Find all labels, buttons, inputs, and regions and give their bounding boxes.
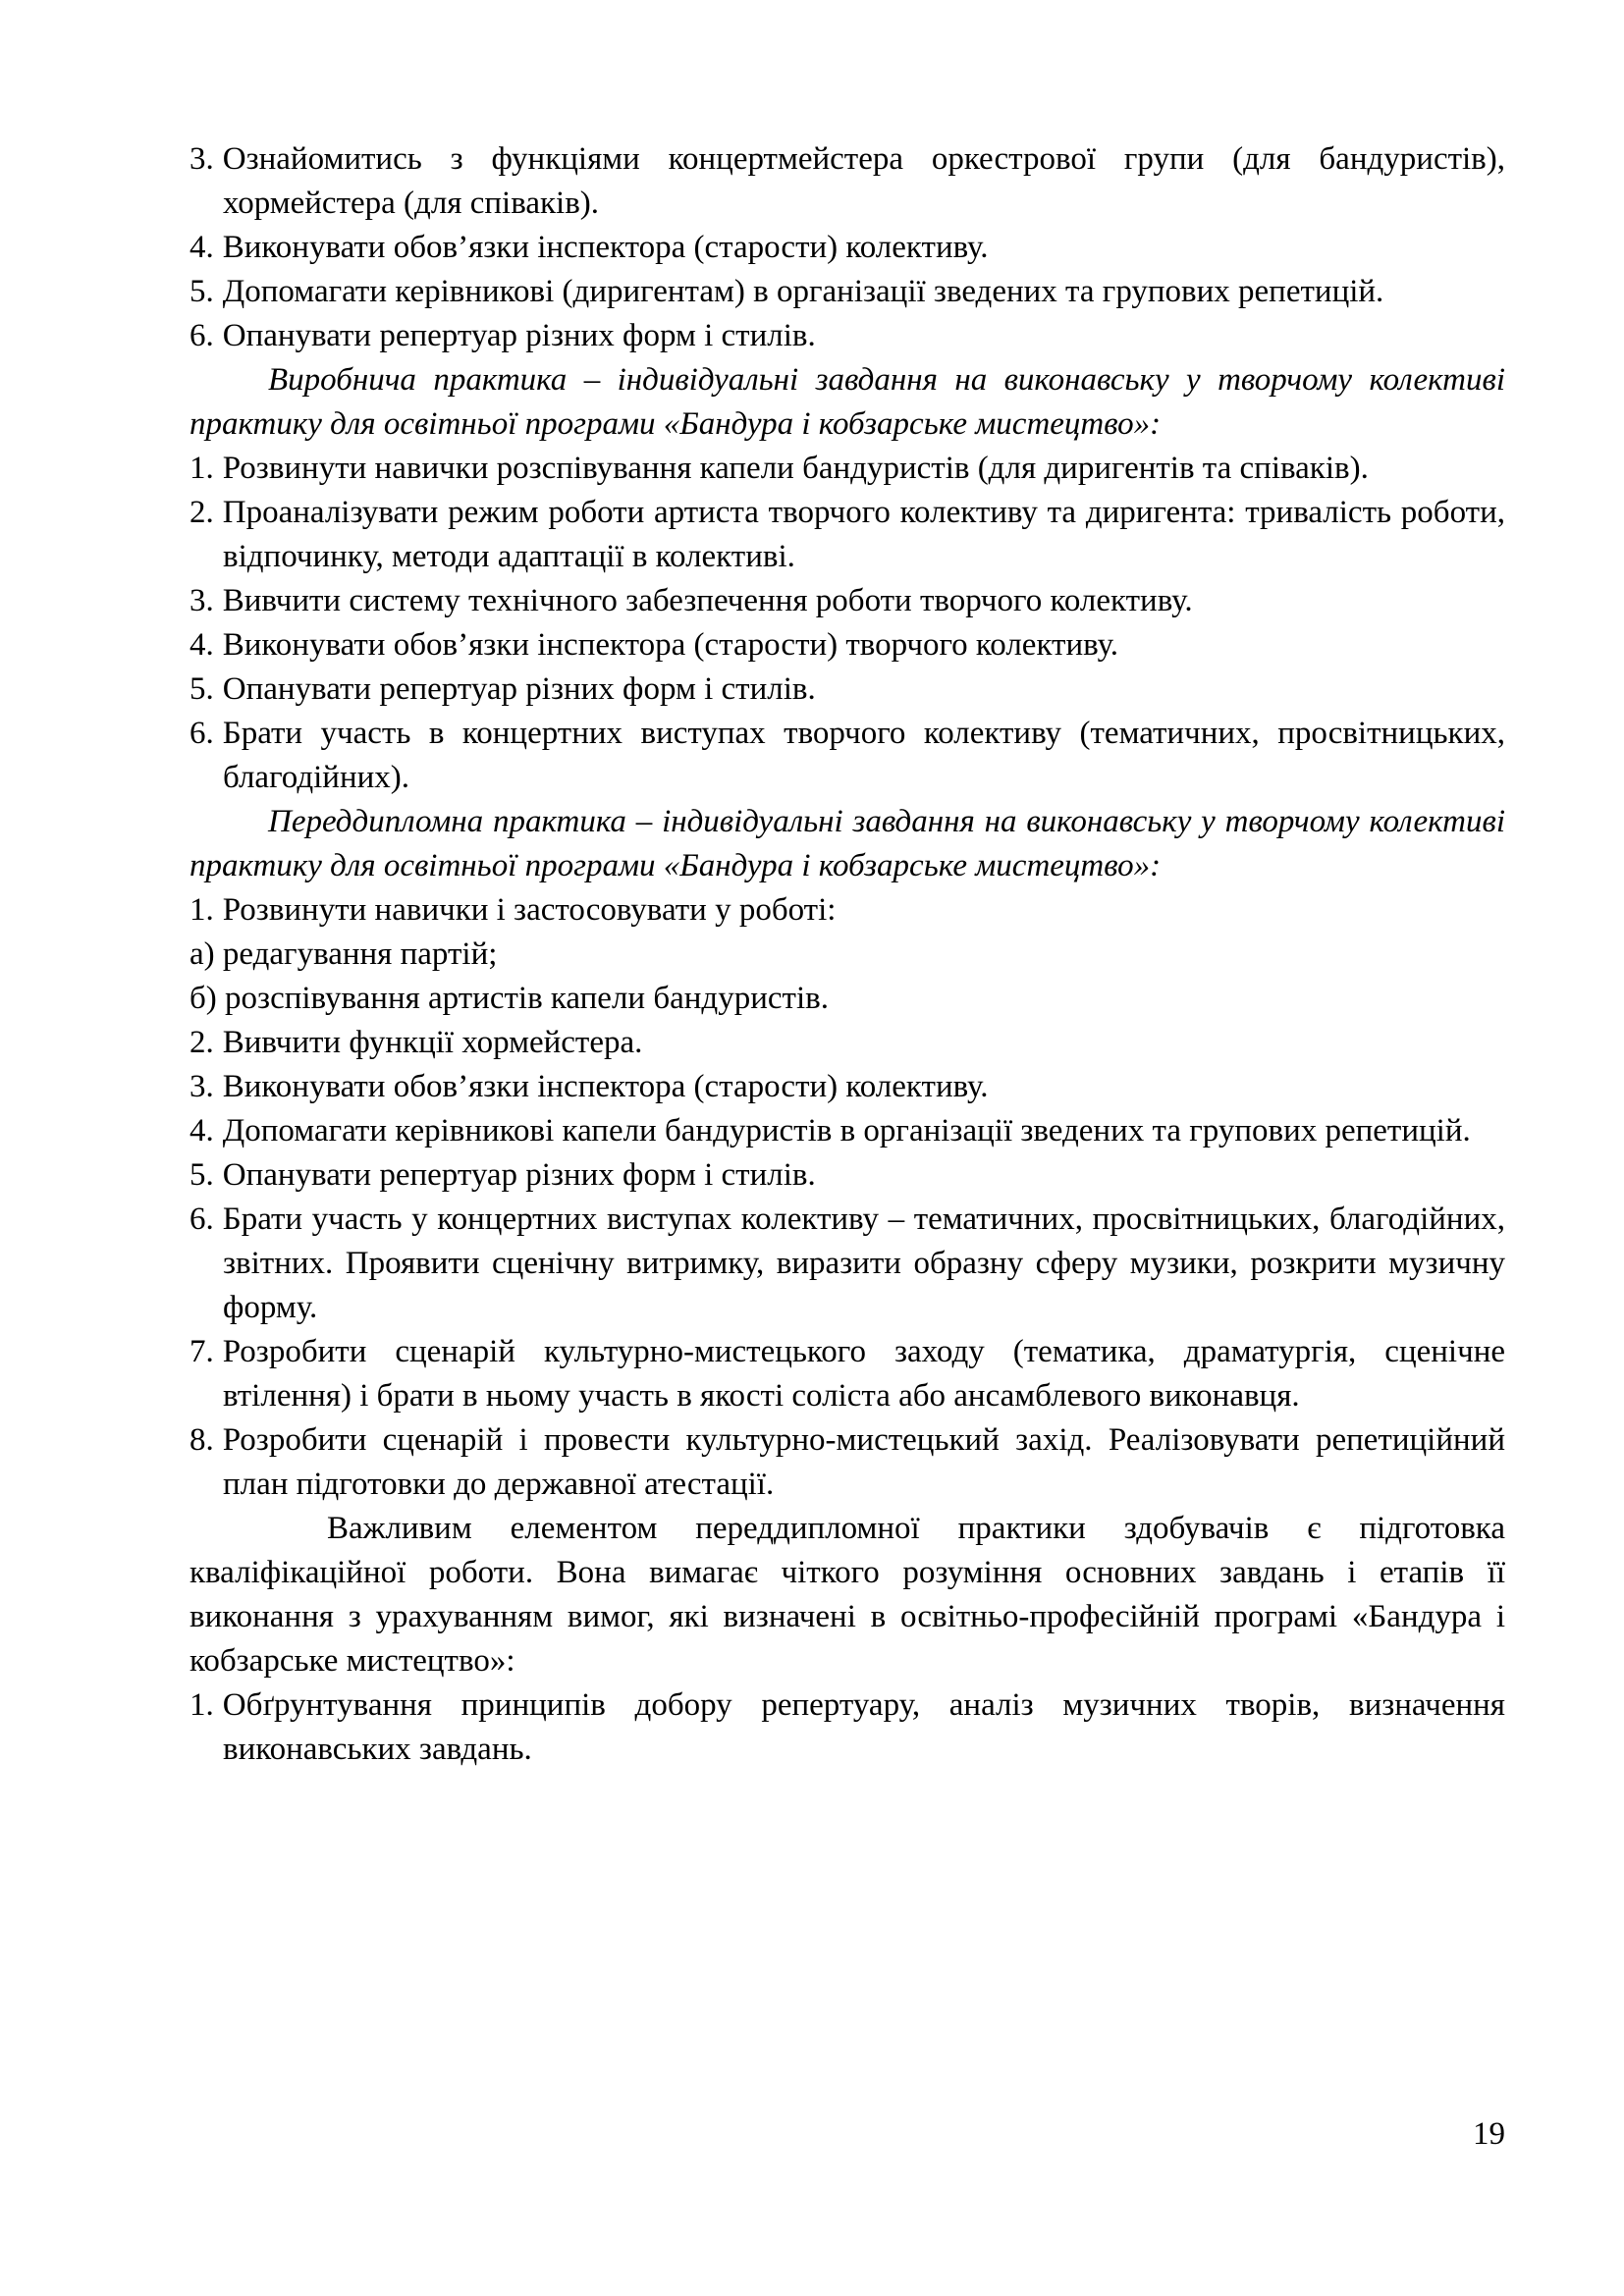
list-item xyxy=(189,226,1505,270)
list-item-text: Вивчити систему технічного забезпечення роботи творчого колективу. xyxy=(222,583,1193,618)
list-item xyxy=(189,1065,1505,1109)
list-item-text: Опанувати репертуар різних форм і стилів. xyxy=(222,318,816,353)
list-item xyxy=(189,1153,1505,1198)
document-body xyxy=(189,137,1505,1772)
list-item-text: Розробити сценарій і провести культурно-мистецький захід. Реалізовувати репетиційний план підготовки до державної атестації. xyxy=(222,1422,1505,1502)
list-number: 2. xyxy=(189,495,214,530)
list-item-text: Опанувати репертуар різних форм і стилів. xyxy=(222,1157,816,1193)
list-item-text: Брати участь в концертних виступах творчого колективу (тематичних, просвітницьких, благодійних). xyxy=(222,716,1505,795)
paragraph: Важливим елементом переддипломної практики здобувачів є підготовка кваліфікаційної роботи. Вона вимагає чіткого розуміння основних завдань і етапів її виконання з урахуванням вимог, які визначені в освітньо-професійній програмі «Бандура і кобзарське мистецтво»: xyxy=(189,1511,1505,1679)
list-number: 5. xyxy=(189,671,214,707)
list-item-text: Проаналізувати режим роботи артиста творчого колективу та диригента: тривалість роботи, відпочинку, методи адаптації в колективі. xyxy=(222,495,1505,574)
list-item-text: Вивчити функції хормейстера. xyxy=(222,1025,643,1060)
list-item-text: Брати участь у концертних виступах колективу – тематичних, просвітницьких, благодійних, звітних. Проявити сценічну витримку, виразити образну сферу музики, розкрити музичну форму. xyxy=(222,1201,1505,1325)
list-item xyxy=(189,712,1505,800)
list-number: 1. xyxy=(189,892,214,928)
list-number: 1. xyxy=(189,1687,214,1723)
list-item-text: Розвинути навички і застосовувати у роботі: xyxy=(222,892,837,928)
list-number: 6. xyxy=(189,1201,214,1237)
list-item xyxy=(189,1418,1505,1507)
list-item-text: Виконувати обов’язки інспектора (старости) колективу. xyxy=(222,230,989,265)
list-item-text: Виконувати обов’язки інспектора (старости) творчого колективу. xyxy=(222,627,1119,663)
list-number: 6. xyxy=(189,318,214,353)
list-number: 3. xyxy=(189,583,214,618)
list-item xyxy=(189,1109,1505,1153)
list-item xyxy=(189,491,1505,579)
list-number: 5. xyxy=(189,1157,214,1193)
list-number: 2. xyxy=(189,1025,214,1060)
list-item xyxy=(189,1683,1505,1772)
italic-heading-paragraph: Переддипломна практика – індивідуальні завдання на виконавську у творчому колективі практику для освітньої програми «Бандура і кобзарське мистецтво»: xyxy=(189,804,1505,883)
sub-list-item: а) редагування партій; xyxy=(189,936,498,972)
list-item xyxy=(189,1330,1505,1418)
list-item xyxy=(189,888,1505,933)
list-item xyxy=(189,1021,1505,1065)
list-number: 8. xyxy=(189,1422,214,1458)
list-item xyxy=(189,447,1505,491)
list-item-text: Допомагати керівникові капели бандуристів в організації зведених та групових репетицій. xyxy=(222,1113,1471,1148)
list-number: 7. xyxy=(189,1334,214,1369)
list-number: 4. xyxy=(189,230,214,265)
list-item-text: Допомагати керівникові (диригентам) в організації зведених та групових репетицій. xyxy=(222,274,1384,309)
list-item xyxy=(189,579,1505,623)
list-item-text: Обґрунтування принципів добору репертуару, аналіз музичних творів, визначення виконавських завдань. xyxy=(222,1687,1505,1767)
list-item-text: Опанувати репертуар різних форм і стилів. xyxy=(222,671,816,707)
list-number: 1. xyxy=(189,451,214,486)
list-number: 4. xyxy=(189,1113,214,1148)
list-number: 3. xyxy=(189,1069,214,1104)
list-number: 4. xyxy=(189,627,214,663)
list-item xyxy=(189,137,1505,226)
list-item-text: Розвинути навички розспівування капели бандуристів (для диригентів та співаків). xyxy=(222,451,1369,486)
list-item xyxy=(189,270,1505,314)
list-item-text: Виконувати обов’язки інспектора (старости) колективу. xyxy=(222,1069,989,1104)
list-number: 3. xyxy=(189,141,214,177)
page-number: 19 xyxy=(1473,2116,1505,2152)
list-item xyxy=(189,314,1505,358)
list-item-text: Розробити сценарій культурно-мистецького заходу (тематика, драматургія, сценічне втілення) і брати в ньому участь в якості соліста або ансамблевого виконавця. xyxy=(222,1334,1505,1414)
list-number: 5. xyxy=(189,274,214,309)
list-item xyxy=(189,623,1505,667)
sub-list-item: б) розспівування артистів капели бандуристів. xyxy=(189,981,829,1016)
list-number: 6. xyxy=(189,716,214,751)
list-item xyxy=(189,1198,1505,1330)
list-item xyxy=(189,667,1505,712)
list-item-text: Ознайомитись з функціями концертмейстера оркестрової групи (для бандуристів), хормейстера (для співаків). xyxy=(222,141,1505,221)
italic-heading-paragraph: Виробнича практика – індивідуальні завдання на виконавську у творчому колективі практику для освітньої програми «Бандура і кобзарське мистецтво»: xyxy=(189,362,1505,442)
